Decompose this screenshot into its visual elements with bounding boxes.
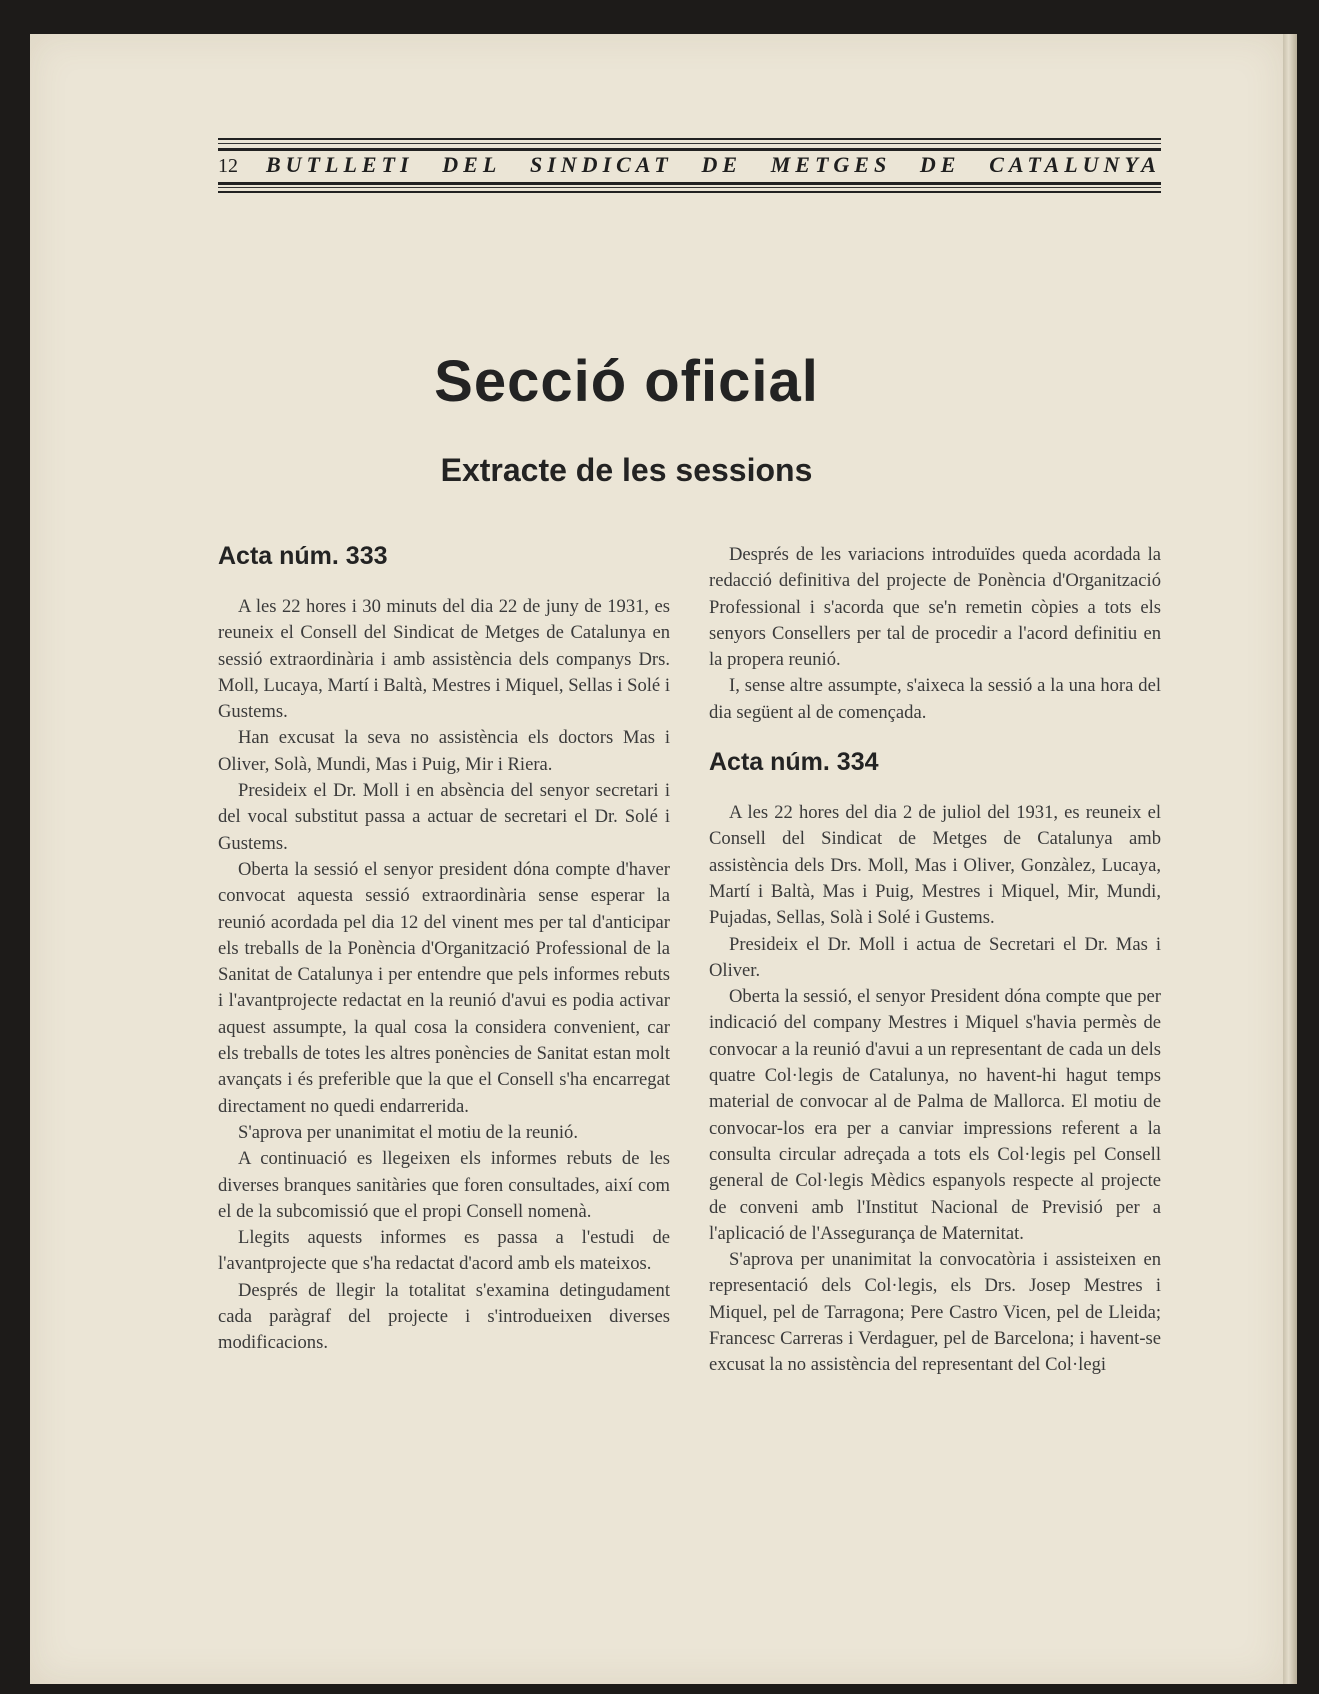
acta-334-paragraph: S'aprova per unanimitat la convocatòria i assisteixen en representació dels Col·legis, els Drs. Josep Mestres i Miquel, pel de Tarragona; Pere Castro Vicen, pel de Lleida; Francesc Carreras i Verdaguer, pel de Barcelona; i havent-se excusat la no assistència del representant del Col·legi [709,1249,1161,1376]
acta-333-paragraph: Han excusat la seva no assistència els doctors Mas i Oliver, Solà, Mundi, Mas i Puig, Mir i Riera. [218,727,670,775]
header-bottom-rule [218,182,1161,196]
section-title: Secció oficial [434,349,819,414]
acta-333-paragraph: Presideix el Dr. Moll i en absència del senyor secretari i del vocal substitut passa a actuar de secretari el Dr. Solé i Gustems. [218,780,670,854]
journal-title-word: CATALUNYA [989,152,1161,177]
journal-title-word: SINDICAT [530,152,673,177]
acta-333-paragraph: Després de llegir la totalitat s'examina detingudament cada paràgraf del projecte i s'introdueixen diverses modificacions. [218,1279,670,1354]
journal-title-word: BUTLLETI [266,152,414,177]
page-number: 12 [218,155,238,177]
acta-333-paragraph: A continuació es llegeixen els informes rebuts de les diverses branques sanitàries que foren consultades, així com el de la subcomissió que el propi Consell nomenà. [218,1148,670,1222]
acta-333-paragraph: Llegits aquests informes es passa a l'estudi de l'avantprojecte que s'ha redactat d'acord amb els mateixos. [218,1227,670,1275]
journal-title [266,152,1161,178]
section-subtitle: Extracte de les sessions [440,452,813,488]
journal-title-word: DE [701,152,742,177]
journal-title-word: DEL [442,152,502,177]
acta-333-paragraph: Després de les variacions introduïdes queda acordada la redacció definitiva del projecte de Ponència d'Organització Professional i s'acorda que se'n remetin còpies a tots els senyors Consellers per tal de procedir a l'acord definitiu en la propera reunió. [709,544,1161,671]
left-column [218,542,670,1357]
header-text [218,152,1161,182]
acta-333-paragraph: I, sense altre assumpte, s'aixeca la sessió a la una hora del dia següent al de començada. [709,675,1161,723]
acta-333-heading: Acta núm. 333 [218,542,388,570]
acta-334-heading: Acta núm. 334 [709,748,879,777]
journal-title-word: DE [919,152,961,177]
acta-333-paragraph: S'aprova per unanimitat el motiu de la reunió. [238,1121,579,1143]
journal-title-word: METGES [770,152,892,177]
acta-333-paragraph: Oberta la sessió el senyor president dóna compte d'haver convocat aquesta sessió extraordinària sense esperar la reunió acordada pel dia 12 del vinent mes per tal d'anticipar els treballs de la Ponència d'Organització Professional de la Sanitat de Catalunya i per entendre que pels informes rebuts i l'avantprojecte redactat en la reunió d'avui es podia activar aquest assumpte, la qual cosa la considera convenient, car els treballs de totes les altres ponències de Sanitat estan molt avançats i és preferible que la que el Consell s'ha encarregat directament no quedi endarrerida. [218,858,670,1117]
header-top-rule [218,138,1161,152]
running-header [218,138,1161,196]
acta-333-paragraph: A les 22 hores i 30 minuts del dia 22 de juny de 1931, es reuneix el Consell del Sindicat de Metges de Catalunya en sessió extraordinària i amb assistència dels companys Drs. Moll, Lucaya, Martí i Baltà, Mestres i Miquel, Sellas i Solé i Gustems. [218,596,670,723]
page-edge [1283,34,1297,1684]
right-column [709,542,1161,1379]
acta-334-paragraph: Oberta la sessió, el senyor President dóna compte que per indicació del company Mestres i Miquel s'havia permès de convocar a la reunió d'avui a un representant de cada un dels quatre Col·legis de Catalunya, no havent-hi hagut temps material de convocar al de Palma de Mallorca. El motiu de convocar-los era per a canviar impressions referent a la consulta circular adreçada a tots els Col·legis pel Consell general de Col·legis Mèdics espanyols respecte al projecte de conveni amb l'Institut Nacional de Previsió per a l'aplicació de l'Assegurança de Maternitat. [709,986,1161,1244]
acta-334-paragraph: A les 22 hores del dia 2 de juliol del 1931, es reuneix el Consell del Sindicat de Metges de Catalunya amb assistència dels Drs. Moll, Mas i Oliver, Gonzàlez, Lucaya, Martí i Baltà, Mas i Puig, Mestres i Miquel, Mir, Mundi, Pujadas, Sellas, Solà i Solé i Gustems. [709,802,1161,929]
acta-334-paragraph: Presideix el Dr. Moll i actua de Secretari el Dr. Mas i Oliver. [709,933,1161,981]
